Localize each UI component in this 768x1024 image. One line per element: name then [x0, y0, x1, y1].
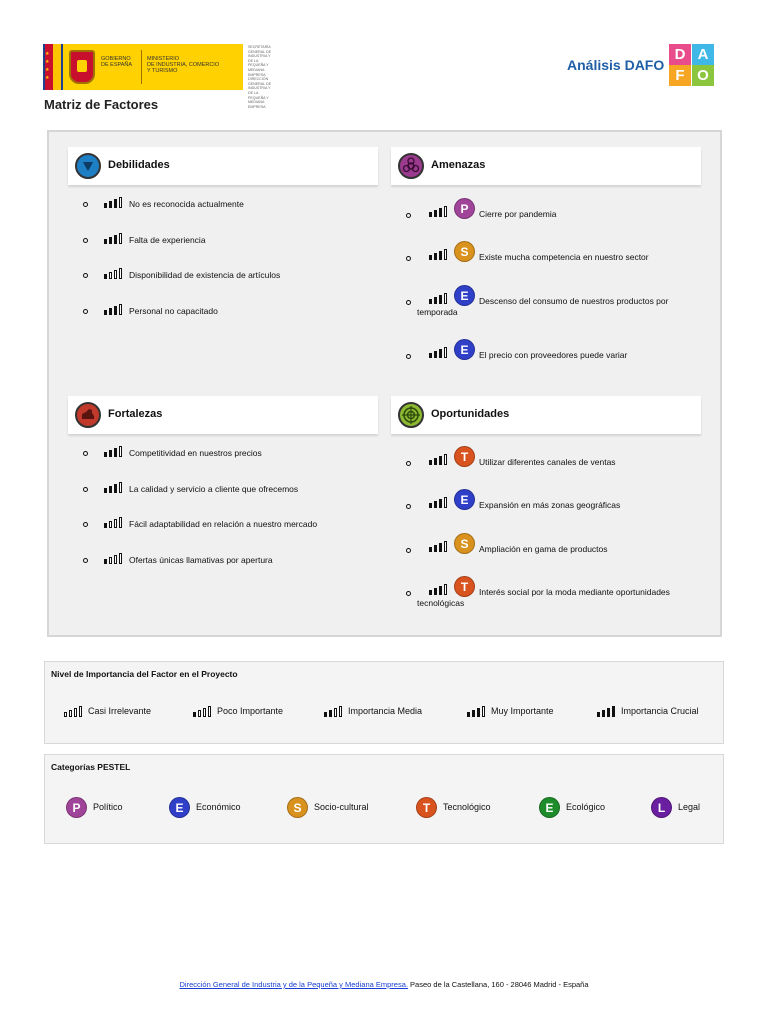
bullet-icon — [406, 461, 411, 466]
bullet-icon — [83, 558, 88, 563]
importance-legend — [44, 661, 724, 744]
pestel-badge-icon: P — [66, 797, 87, 818]
bullet-icon — [83, 238, 88, 243]
importance-bars-icon — [104, 197, 124, 208]
importance-bars-icon — [324, 706, 344, 717]
bullet-icon — [83, 451, 88, 456]
bullet-icon — [406, 548, 411, 553]
factor-item: Fácil adaptabilidad en relación a nuestro mercado — [129, 519, 318, 529]
factor-item: Disponibilidad de existencia de artículos — [129, 270, 281, 280]
factor-item: El precio con proveedores puede variar — [479, 350, 628, 360]
dafo-logo-letter: D — [669, 44, 691, 65]
factor-item: Expansión en más zonas geográficas — [479, 500, 621, 510]
factor-matrix — [47, 130, 722, 637]
factor-item: Descenso del consumo de nuestros productos por temporada — [417, 296, 669, 317]
dafo-logo-letter: A — [692, 44, 714, 65]
bullet-icon — [406, 213, 411, 218]
arm-icon — [75, 402, 101, 428]
footer-link[interactable]: Dirección General de Industria y de la Pequeña y Mediana Empresa. — [179, 980, 408, 989]
factor-item: Utilizar diferentes canales de ventas — [479, 457, 616, 467]
factor-item: Interés social por la moda mediante oportunidades tecnológicas — [417, 587, 670, 608]
bullet-icon — [406, 591, 411, 596]
importance-bars-icon — [467, 706, 487, 717]
importance-bars-icon — [104, 268, 124, 279]
importance-level-label: Importancia Media — [348, 706, 423, 716]
factor-item: La calidad y servicio a cliente que ofrecemos — [129, 483, 299, 494]
factor-item: Cierre por pandemia — [479, 209, 557, 219]
dafo-logo-letter: O — [692, 65, 714, 86]
importance-bars-icon — [104, 446, 124, 457]
bullet-icon — [406, 300, 411, 305]
factor-item: Personal no capacitado — [129, 305, 218, 316]
quadrant-header-debilidades — [68, 147, 378, 185]
pestel-badge-icon: L — [651, 797, 672, 818]
pestel-category-label: Socio-cultural — [314, 802, 369, 812]
bullet-icon — [406, 256, 411, 261]
quadrant-title: Oportunidades — [431, 408, 510, 420]
pestel-badge-icon: S — [287, 797, 308, 818]
pestel-category-label: Legal — [678, 802, 701, 812]
importance-bars-icon — [104, 553, 124, 564]
importance-level-label: Muy Importante — [491, 706, 554, 716]
quadrant-title: Amenazas — [431, 159, 486, 171]
pestel-badge-icon: E — [454, 339, 475, 360]
bullet-icon — [83, 202, 88, 207]
factor-item: Existe mucha competencia en nuestro sector — [479, 252, 649, 262]
quadrant-header-fortalezas — [68, 396, 378, 434]
factor-item: Ampliación en gama de productos — [479, 544, 608, 554]
importance-bars-icon — [104, 304, 124, 315]
pestel-badge-icon: S — [454, 241, 475, 262]
pestel-badge-icon: T — [454, 576, 475, 597]
quadrant-header-amenazas — [391, 147, 701, 185]
factor-item: Ofertas únicas llamativas por apertura — [129, 554, 273, 565]
pestel-category-label: Político — [93, 802, 123, 812]
bullet-icon — [406, 504, 411, 509]
pestel-badge-icon: T — [454, 446, 475, 467]
pestel-category-label: Económico — [196, 802, 241, 812]
importance-bars-icon — [193, 706, 213, 717]
pestel-category-label: Tecnológico — [443, 802, 491, 812]
ministry-label: MINISTERIO DE INDUSTRIA, COMERCIO Y TURISMO — [147, 56, 220, 74]
bullet-icon — [406, 354, 411, 359]
quadrant-header-oportunidades — [391, 396, 701, 434]
pestel-legend — [44, 754, 724, 844]
gov-label: GOBIERNO DE ESPAÑA — [101, 56, 133, 68]
eu-flag: ★ ★ ★ ★ — [43, 44, 63, 90]
factor-item: Falta de experiencia — [129, 234, 206, 245]
page-title: Matriz de Factores — [44, 97, 159, 112]
bullet-icon — [83, 273, 88, 278]
importance-bars-icon — [104, 482, 124, 493]
pestel-category-label: Ecológico — [566, 802, 606, 812]
ministry-banner — [63, 44, 243, 90]
coat-of-arms-icon — [69, 50, 95, 84]
dafo-logo-letter: F — [669, 65, 691, 86]
pestel-badge-icon: E — [169, 797, 190, 818]
bullet-icon — [83, 309, 88, 314]
importance-level-label: Casi Irrelevante — [88, 706, 152, 716]
bullet-icon — [83, 487, 88, 492]
importance-bars-icon — [64, 706, 84, 717]
factor-item: No es reconocida actualmente — [129, 199, 244, 209]
quadrant-title: Fortalezas — [108, 408, 163, 420]
footer — [0, 980, 768, 989]
pestel-badge-icon: E — [454, 285, 475, 306]
dafo-logo — [669, 44, 714, 86]
secretaria-label: SECRETARÍA GENERAL DE INDUSTRIA Y DE LA PEQUEÑA Y MEDIANA EMPRESA · DIRECCIÓN GENERAL DE INDUSTRIA Y DE LA PEQUEÑA Y MEDIANA EMPRESA — [248, 45, 272, 109]
pestel-badge-icon: T — [416, 797, 437, 818]
pestel-badge-icon: E — [454, 489, 475, 510]
quadrant-title: Debilidades — [108, 159, 170, 171]
pestel-badge-icon: P — [454, 198, 475, 219]
importance-bars-icon — [104, 517, 124, 528]
shield-icon — [75, 153, 101, 179]
importance-level-label: Importancia Crucial — [621, 706, 699, 716]
target-icon — [398, 402, 424, 428]
pestel-legend-title: Categorías PESTEL — [51, 762, 131, 772]
pestel-badge-icon: E — [539, 797, 560, 818]
importance-bars-icon — [597, 706, 617, 717]
footer-address: Paseo de la Castellana, 160 - 28046 Madrid - España — [407, 980, 589, 989]
biohazard-icon — [398, 153, 424, 179]
document-title: Análisis DAFO — [567, 57, 665, 73]
importance-bars-icon — [104, 233, 124, 244]
pestel-badge-icon: S — [454, 533, 475, 554]
factor-item: Competitividad en nuestros precios — [129, 448, 262, 458]
importance-level-label: Poco Importante — [217, 706, 284, 716]
bullet-icon — [83, 522, 88, 527]
importance-legend-title: Nivel de Importancia del Factor en el Proyecto — [51, 669, 238, 679]
